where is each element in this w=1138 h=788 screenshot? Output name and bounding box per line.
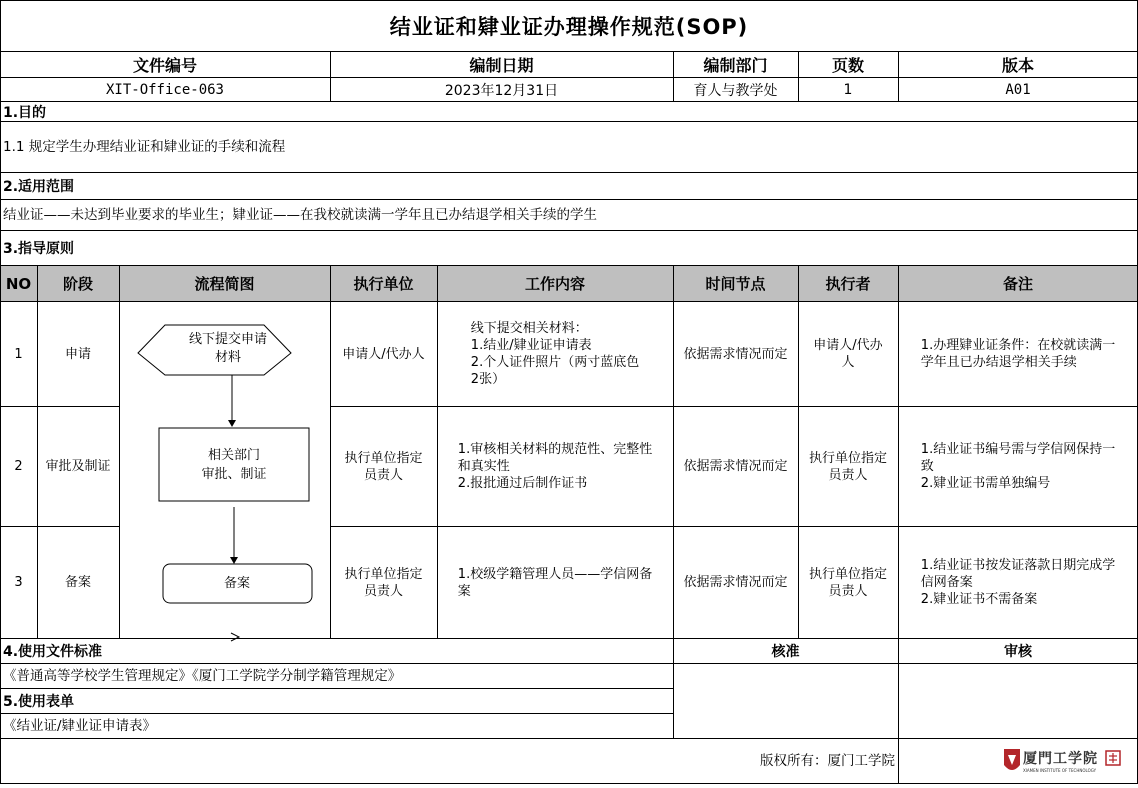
row1-content-line: 线下提交相关材料： — [470, 321, 588, 336]
flow-step1-label: 材料 — [214, 350, 242, 365]
rule — [798, 51, 799, 101]
rule — [0, 688, 673, 689]
rule — [330, 526, 1138, 527]
row2-remark — [898, 407, 1138, 526]
arrow-down-icon — [228, 420, 236, 427]
rule — [0, 526, 119, 527]
row2-content-line: 1.审核相关材料的规范性、完整性 — [457, 442, 653, 457]
row1-time: 依据需求情况而定 — [683, 346, 788, 362]
rule — [0, 738, 1138, 739]
rule — [0, 230, 1138, 231]
row3-remark — [898, 527, 1138, 638]
flow-step2-box — [159, 428, 309, 501]
row1-remark-line: 学年且已办结退学相关手续 — [920, 355, 1077, 370]
row3-remark-line: 1.结业证书按发证落款日期完成学 — [920, 558, 1116, 573]
row2-remark-line: 2.肄业证书需单独编号 — [920, 476, 1051, 491]
section-scope-heading: 2.适用范围 — [3, 179, 75, 195]
pages-value: 1 — [843, 81, 853, 98]
row3-content-line: 1.校级学籍管理人员——学信网备 — [457, 566, 653, 582]
rule — [0, 0, 1138, 1]
rule — [898, 265, 899, 784]
copyright-text: 版权所有：厦门工学院 — [760, 752, 895, 769]
flow-step1-label: 线下提交申请 — [188, 332, 268, 347]
rule — [673, 265, 674, 738]
rule — [437, 265, 438, 638]
row2-executor-line: 员责人 — [828, 467, 868, 483]
rule — [330, 51, 331, 101]
row3-unit — [330, 527, 437, 638]
dept-value: 育人与教学处 — [693, 82, 778, 99]
rule — [0, 638, 1138, 639]
row1-content-line: 1.结业/肄业证申请表 — [470, 338, 592, 353]
rule — [0, 121, 1138, 122]
meta-header-version: 版本 — [1001, 56, 1034, 75]
row2-time: 依据需求情况而定 — [683, 459, 788, 474]
document-title: 结业证和肄业证办理操作规范(SOP) — [389, 14, 749, 39]
row1-executor — [798, 302, 898, 406]
row2-stage: 审批及制证 — [45, 459, 111, 474]
meta-header-dept: 编制部门 — [703, 56, 768, 75]
rule — [0, 101, 1138, 102]
row2-executor-line: 执行单位指定 — [808, 450, 887, 466]
school-logo-graphic — [898, 739, 1138, 784]
row2-content-line: 和真实性 — [457, 459, 510, 474]
row3-remark-line: 信网备案 — [920, 575, 973, 590]
logo-text: 厦門工学院 — [1023, 751, 1098, 767]
section-purpose-heading: 1.目的 — [3, 105, 47, 121]
rule — [673, 51, 674, 101]
section-forms-text: 《结业证/肄业证申请表》 — [3, 717, 157, 734]
row2-executor — [798, 407, 898, 526]
row1-content-line: 2张） — [470, 372, 506, 387]
doc-no-value: XIT-Office-063 — [105, 81, 224, 98]
section-scope-text: 结业证——未达到毕业要求的毕业生；肄业证——在我校就读满一学年且已办结退学相关手续的学生 — [3, 206, 597, 223]
rule — [0, 199, 1138, 200]
row1-unit: 申请人/代办人 — [342, 346, 425, 362]
logo-subtext: XIAMEN INSTITUTE OF TECHNOLOGY — [1023, 768, 1097, 773]
row3-time: 依据需求情况而定 — [683, 575, 788, 590]
rule — [0, 406, 119, 407]
col-header-unit: 执行单位 — [330, 266, 437, 301]
row3-executor-line: 执行单位指定 — [808, 566, 887, 582]
section-purpose-text: 1.1 规定学生办理结业证和肄业证的手续和流程 — [3, 138, 286, 155]
rule — [37, 265, 38, 638]
row3-content-line: 案 — [457, 583, 471, 599]
col-header-remark: 备注 — [898, 266, 1138, 301]
row1-no: 1 — [14, 346, 23, 362]
row1-content — [437, 302, 673, 406]
row1-content-line: 2.个人证件照片（两寸蓝底色 — [470, 355, 640, 370]
col-header-stage: 阶段 — [37, 266, 119, 301]
approve-label: 核准 — [771, 644, 800, 660]
flow-step2-label: 相关部门 — [207, 448, 261, 463]
row3-executor — [798, 527, 898, 638]
section-principle-heading: 3.指导原则 — [3, 241, 75, 257]
rule — [0, 51, 1138, 52]
rule — [0, 265, 1138, 266]
flow-step2-label: 审批、制证 — [201, 467, 267, 482]
school-logo — [898, 739, 1138, 784]
row1-remark — [898, 302, 1138, 406]
arrow-down-icon — [230, 557, 238, 564]
row3-unit-line: 执行单位指定 — [344, 566, 423, 582]
row1-stage: 申请 — [64, 346, 91, 362]
section-standards-heading: 4.使用文件标准 — [3, 644, 103, 660]
review-label: 审核 — [1004, 644, 1032, 660]
row3-no: 3 — [14, 575, 23, 590]
row1-remark-line: 1.办理肄业证条件：在校就读满一 — [920, 338, 1116, 353]
row1-executor-line: 人 — [841, 355, 855, 370]
row3-unit-line: 员责人 — [363, 583, 403, 599]
rule — [0, 172, 1138, 173]
col-header-executor: 执行者 — [798, 266, 898, 301]
rule — [0, 713, 673, 714]
rule — [798, 265, 799, 638]
meta-header-pages: 页数 — [831, 56, 864, 75]
meta-header-date: 编制日期 — [469, 56, 534, 75]
row2-unit-line: 员责人 — [363, 467, 403, 483]
rule — [0, 0, 1, 784]
row3-executor-line: 员责人 — [828, 583, 868, 599]
rule — [119, 265, 120, 638]
rule — [0, 301, 1138, 302]
row2-content — [437, 407, 673, 526]
date-value: 2023年12月31日 — [444, 82, 559, 99]
row3-stage: 备案 — [64, 575, 91, 590]
row2-unit — [330, 407, 437, 526]
col-header-no: NO — [0, 266, 37, 301]
section-standards-text: 《普通高等学校学生管理规定》《厦门工学院学分制学籍管理规定》 — [3, 667, 402, 684]
flow-step3-label: 备案 — [223, 576, 251, 591]
version-value: A01 — [1005, 81, 1031, 98]
rule — [330, 406, 1138, 407]
rule — [330, 265, 331, 638]
row3-remark-line: 2.肄业证书不需备案 — [920, 592, 1038, 607]
col-header-content: 工作内容 — [437, 266, 673, 301]
rule — [0, 663, 1138, 664]
rule — [0, 77, 1138, 78]
row2-remark-line: 1.结业证书编号需与学信网保持一 — [920, 442, 1116, 457]
row2-unit-line: 执行单位指定 — [344, 450, 423, 466]
rule — [898, 51, 899, 101]
row2-content-line: 2.报批通过后制作证书 — [457, 476, 588, 491]
meta-header-doc-no: 文件编号 — [132, 56, 197, 75]
row3-content — [437, 527, 673, 638]
row2-remark-line: 致 — [920, 459, 934, 474]
section-forms-heading: 5.使用表单 — [3, 694, 75, 710]
flowchart — [119, 302, 330, 647]
col-header-flow: 流程简图 — [119, 266, 330, 301]
col-header-time: 时间节点 — [673, 266, 798, 301]
row2-no: 2 — [14, 459, 23, 474]
row1-executor-line: 申请人/代办 — [813, 338, 883, 353]
